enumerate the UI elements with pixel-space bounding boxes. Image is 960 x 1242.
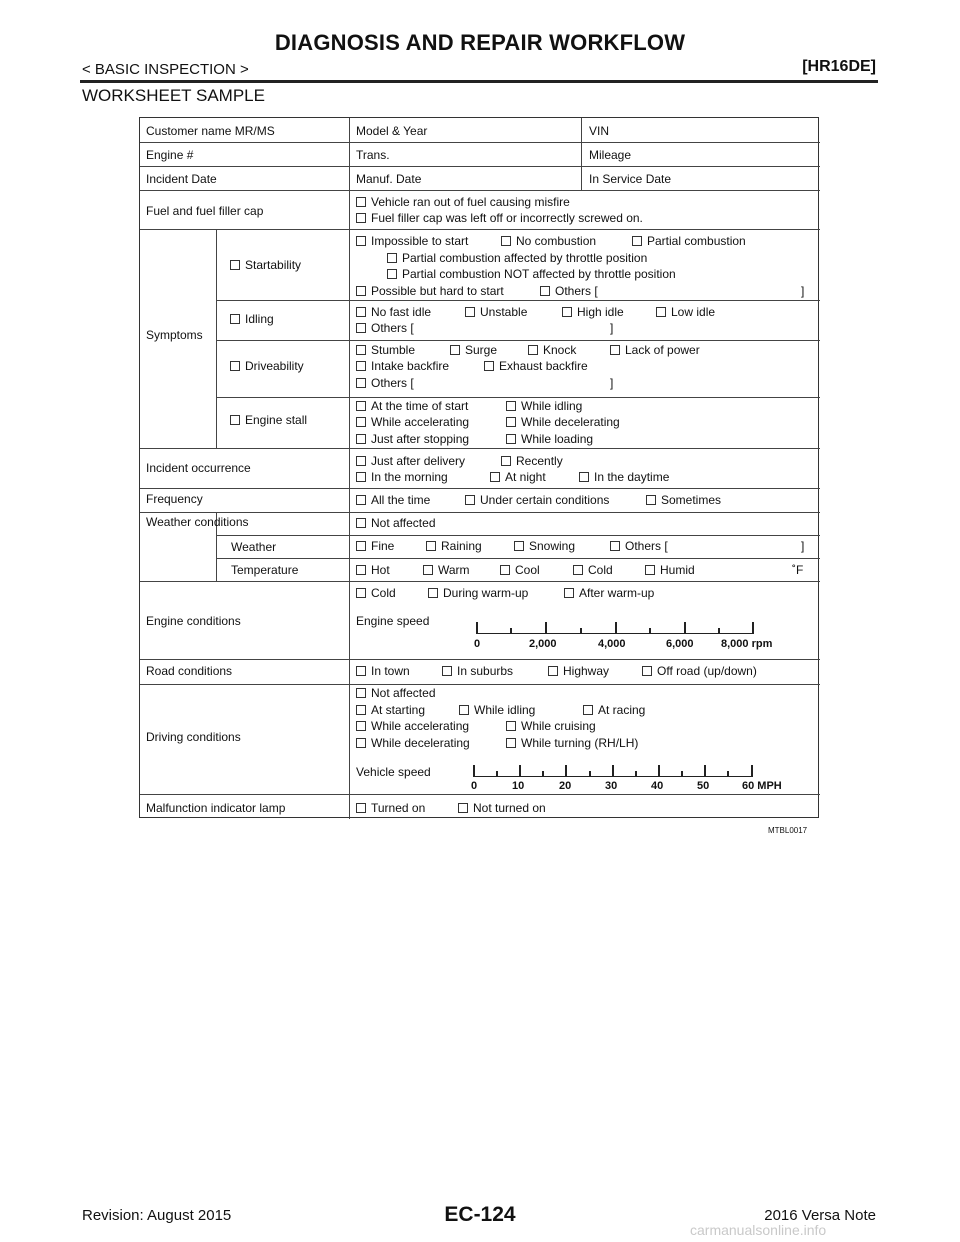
engine-model-code: [HR16DE] <box>802 58 876 75</box>
row-divider <box>140 581 820 582</box>
symptom-option[interactable]: Exhaust backfire <box>484 359 588 373</box>
symptom-option[interactable]: Low idle <box>656 305 715 319</box>
engine-stall-option[interactable]: Engine stall <box>230 413 307 427</box>
weather-option[interactable]: Others [ <box>610 539 668 553</box>
driveability-option[interactable]: Driveability <box>230 359 304 373</box>
driving-condition-option[interactable]: While decelerating <box>356 736 470 750</box>
checkbox[interactable] <box>490 472 500 482</box>
checkbox[interactable] <box>356 323 366 333</box>
checkbox[interactable] <box>459 705 469 715</box>
transmission-label: Trans. <box>356 148 390 162</box>
row-divider <box>140 166 820 167</box>
checkbox[interactable] <box>646 495 656 505</box>
scale-tick <box>496 771 498 777</box>
scale-tick <box>476 622 478 634</box>
driving-condition-option[interactable]: While idling <box>459 703 535 717</box>
row-divider <box>140 229 820 230</box>
symptom-option[interactable]: High idle <box>562 305 624 319</box>
temperature-option[interactable]: Warm <box>423 563 470 577</box>
checkbox[interactable] <box>506 738 516 748</box>
mil-label: Malfunction indicator lamp <box>146 801 286 815</box>
vehicle-speed-scale <box>473 763 753 777</box>
scale-tick <box>519 765 521 777</box>
frequency-label: Frequency <box>146 492 203 506</box>
road-conditions-label: Road conditions <box>146 664 233 678</box>
scale-tick <box>589 771 591 777</box>
bracket-close: ] <box>610 376 614 390</box>
engine-condition-option[interactable]: During warm-up <box>428 586 528 600</box>
checkbox[interactable] <box>356 307 366 317</box>
road-condition-option[interactable]: Off road (up/down) <box>642 664 757 678</box>
mil-option[interactable]: Not turned on <box>458 801 546 815</box>
checkbox[interactable] <box>356 472 366 482</box>
frequency-option[interactable]: Sometimes <box>646 493 721 507</box>
symptom-option[interactable]: At the time of start <box>356 399 468 413</box>
section-label: < BASIC INSPECTION > <box>82 61 249 78</box>
symptom-option[interactable]: Lack of power <box>610 343 700 357</box>
checkbox[interactable] <box>632 236 642 246</box>
symptom-option[interactable]: While decelerating <box>506 415 620 429</box>
engine-speed-tick-label: 6,000 <box>666 638 694 650</box>
scale-tick <box>542 771 544 777</box>
occurrence-option[interactable]: Just after delivery <box>356 454 465 468</box>
vehicle-speed-tick-label: 30 <box>605 780 618 792</box>
checkbox[interactable] <box>573 565 583 575</box>
header-divider <box>80 80 878 83</box>
scale-tick <box>612 765 614 777</box>
row-divider <box>140 488 820 489</box>
checkbox[interactable] <box>506 401 516 411</box>
row-divider <box>140 659 820 660</box>
checkbox[interactable] <box>548 666 558 676</box>
checkbox[interactable] <box>356 738 366 748</box>
checkbox[interactable] <box>356 588 366 598</box>
checkbox[interactable] <box>356 565 366 575</box>
checkbox[interactable] <box>506 721 516 731</box>
checkbox[interactable] <box>426 541 436 551</box>
row-divider <box>216 535 820 536</box>
row-divider <box>216 558 820 559</box>
column-divider <box>349 794 350 819</box>
engine-speed-tick-label: 0 <box>474 638 481 650</box>
driving-conditions-label: Driving conditions <box>146 730 241 744</box>
row-divider <box>140 684 820 685</box>
in-service-date-label: In Service Date <box>589 172 672 186</box>
checkbox[interactable] <box>356 705 366 715</box>
row-divider <box>216 340 820 341</box>
occurrence-option[interactable]: At night <box>490 470 546 484</box>
checkbox[interactable] <box>356 688 366 698</box>
scale-tick <box>565 765 567 777</box>
engine-condition-option[interactable]: After warm-up <box>564 586 654 600</box>
vehicle-speed-tick-label: 40 <box>651 780 664 792</box>
row-divider <box>140 448 820 449</box>
scale-tick <box>649 628 651 634</box>
mil-option[interactable]: Turned on <box>356 801 425 815</box>
checkbox[interactable] <box>356 495 366 505</box>
weather-label: Weather <box>231 540 277 554</box>
checkbox[interactable] <box>450 345 460 355</box>
symptom-option[interactable]: Knock <box>528 343 576 357</box>
fuel-row-label: Fuel and fuel filler cap <box>146 204 264 218</box>
road-condition-option[interactable]: In suburbs <box>442 664 513 678</box>
column-divider <box>349 118 350 190</box>
customer-name-label: Customer name MR/MS <box>146 124 275 138</box>
symptom-option[interactable]: Partial combustion <box>632 234 746 248</box>
checkbox[interactable] <box>562 307 572 317</box>
figure-id: MTBL0017 <box>768 826 808 835</box>
document-title: DIAGNOSIS AND REPAIR WORKFLOW <box>274 30 686 55</box>
checkbox[interactable] <box>356 518 366 528</box>
scale-tick <box>658 765 660 777</box>
temperature-option[interactable]: Hot <box>356 563 390 577</box>
driving-condition-option[interactable]: At starting <box>356 703 425 717</box>
checkbox[interactable] <box>356 434 366 444</box>
weather-option[interactable]: Snowing <box>514 539 575 553</box>
symptoms-label: Symptoms <box>146 328 203 342</box>
checkbox[interactable] <box>465 307 475 317</box>
checkbox[interactable] <box>423 565 433 575</box>
weather-option[interactable]: Not affected <box>356 516 436 530</box>
scale-tick <box>752 622 754 634</box>
checkbox[interactable] <box>514 541 524 551</box>
vehicle-speed-label: Vehicle speed <box>356 765 431 779</box>
scale-tick <box>635 771 637 777</box>
frequency-option[interactable]: All the time <box>356 493 430 507</box>
temperature-option[interactable]: Humid <box>645 563 695 577</box>
vehicle-speed-tick-label: 0 <box>471 780 478 792</box>
engine-speed-label: Engine speed <box>356 614 430 628</box>
checkbox[interactable] <box>428 588 438 598</box>
engine-speed-scale <box>476 620 754 634</box>
engine-conditions-label: Engine conditions <box>146 614 241 628</box>
checkbox[interactable] <box>484 361 494 371</box>
scale-tick <box>580 628 582 634</box>
checkbox[interactable] <box>501 236 511 246</box>
scale-tick <box>704 765 706 777</box>
column-divider <box>216 229 217 448</box>
road-condition-option[interactable]: Highway <box>548 664 609 678</box>
engine-speed-tick-label: 4,000 <box>598 638 626 650</box>
scale-tick <box>545 622 547 634</box>
checkbox[interactable] <box>645 565 655 575</box>
checkbox[interactable] <box>465 495 475 505</box>
page-number: EC-124 <box>444 1203 516 1226</box>
driving-condition-option[interactable]: Not affected <box>356 686 436 700</box>
checkbox[interactable] <box>356 345 366 355</box>
checkbox[interactable] <box>540 286 550 296</box>
checkbox[interactable] <box>356 361 366 371</box>
symptom-option[interactable]: Stumble <box>356 343 415 357</box>
scale-tick <box>615 622 617 634</box>
checkbox[interactable] <box>500 565 510 575</box>
checkbox[interactable] <box>387 269 397 279</box>
row-divider <box>216 397 820 398</box>
incident-occurrence-label: Incident occurrence <box>146 461 251 475</box>
symptom-option[interactable]: Others [ <box>356 376 414 390</box>
symptom-option[interactable]: Possible but hard to start <box>356 284 504 298</box>
frequency-option[interactable]: Under certain conditions <box>465 493 609 507</box>
worksheet-heading: WORKSHEET SAMPLE <box>82 86 265 105</box>
row-divider <box>140 142 820 143</box>
symptom-option[interactable]: Unstable <box>465 305 527 319</box>
model-year-label: Model & Year <box>356 124 428 138</box>
row-divider <box>140 190 820 191</box>
checkbox[interactable] <box>356 803 366 813</box>
checkbox[interactable] <box>610 345 620 355</box>
road-condition-option[interactable]: In town <box>356 664 410 678</box>
symptom-option[interactable]: Others [ <box>540 284 598 298</box>
checkbox[interactable] <box>356 666 366 676</box>
scale-tick <box>681 771 683 777</box>
driving-condition-option[interactable]: While cruising <box>506 719 596 733</box>
row-divider <box>216 300 820 301</box>
occurrence-option[interactable]: Recently <box>501 454 563 468</box>
engine-condition-option[interactable]: Cold <box>356 586 396 600</box>
checkbox[interactable] <box>579 472 589 482</box>
scale-tick <box>473 765 475 777</box>
vehicle-speed-tick-label: 50 <box>697 780 710 792</box>
driving-condition-option[interactable]: While turning (RH/LH) <box>506 736 638 750</box>
checkbox[interactable] <box>356 417 366 427</box>
bracket-close: ] <box>801 284 805 298</box>
temperature-label: Temperature <box>231 563 299 577</box>
fuel-option[interactable]: Vehicle ran out of fuel causing misfire <box>356 195 570 209</box>
weather-option[interactable]: Fine <box>356 539 394 553</box>
row-divider <box>140 512 820 513</box>
symptom-option[interactable]: While loading <box>506 432 593 446</box>
engine-number-label: Engine # <box>146 148 194 162</box>
fuel-option[interactable]: Fuel filler cap was left off or incorrectly screwed on. <box>356 211 643 225</box>
checkbox[interactable] <box>442 666 452 676</box>
symptom-option[interactable]: Others [ <box>356 321 414 335</box>
vehicle-speed-tick-label: 60 MPH <box>742 780 782 792</box>
bracket-close: ] <box>801 539 805 553</box>
checkbox[interactable] <box>458 803 468 813</box>
checkbox[interactable] <box>356 541 366 551</box>
occurrence-option[interactable]: In the morning <box>356 470 448 484</box>
checkbox[interactable] <box>528 345 538 355</box>
checkbox[interactable] <box>356 401 366 411</box>
checkbox[interactable] <box>230 260 240 270</box>
checkbox[interactable] <box>230 361 240 371</box>
symptom-option[interactable]: Impossible to start <box>356 234 468 248</box>
symptom-option[interactable]: Partial combustion NOT affected by throttle position <box>387 267 676 281</box>
symptom-option[interactable]: While accelerating <box>356 415 469 429</box>
checkbox[interactable] <box>501 456 511 466</box>
row-divider <box>140 794 820 795</box>
symptom-option[interactable]: Surge <box>450 343 497 357</box>
revision-date: Revision: August 2015 <box>82 1207 232 1224</box>
manuf-date-label: Manuf. Date <box>356 172 422 186</box>
checkbox[interactable] <box>230 314 240 324</box>
occurrence-option[interactable]: In the daytime <box>579 470 669 484</box>
vehicle-model: 2016 Versa Note <box>764 1207 876 1224</box>
worksheet-table <box>139 117 819 818</box>
checkbox[interactable] <box>610 541 620 551</box>
scale-tick <box>684 622 686 634</box>
idling-option[interactable]: Idling <box>230 312 274 326</box>
mileage-label: Mileage <box>589 148 632 162</box>
vehicle-speed-tick-label: 10 <box>512 780 525 792</box>
driving-condition-option[interactable]: While accelerating <box>356 719 469 733</box>
symptom-option[interactable]: While idling <box>506 399 582 413</box>
engine-speed-tick-label: 2,000 <box>529 638 557 650</box>
checkbox[interactable] <box>356 456 366 466</box>
scale-tick <box>727 771 729 777</box>
symptom-option[interactable]: No fast idle <box>356 305 431 319</box>
engine-speed-tick-label: 8,000 rpm <box>721 638 773 650</box>
checkbox[interactable] <box>506 417 516 427</box>
temperature-option[interactable]: Cold <box>573 563 613 577</box>
checkbox[interactable] <box>564 588 574 598</box>
checkbox[interactable] <box>387 253 397 263</box>
column-divider <box>581 118 582 190</box>
symptom-option[interactable]: Intake backfire <box>356 359 449 373</box>
symptom-option[interactable]: Just after stopping <box>356 432 469 446</box>
symptom-option[interactable]: Partial combustion affected by throttle position <box>387 251 647 265</box>
weather-conditions-label: Weather conditions <box>146 515 249 529</box>
driving-condition-option[interactable]: At racing <box>583 703 645 717</box>
checkbox[interactable] <box>356 236 366 246</box>
checkbox[interactable] <box>356 721 366 731</box>
temperature-option[interactable]: Cool <box>500 563 540 577</box>
watermark: carmanualsonline.info <box>690 1222 827 1238</box>
column-divider <box>349 190 350 794</box>
checkbox[interactable] <box>642 666 652 676</box>
incident-date-label: Incident Date <box>146 172 217 186</box>
startability-option[interactable]: Startability <box>230 258 301 272</box>
checkbox[interactable] <box>356 378 366 388</box>
checkbox[interactable] <box>356 213 366 223</box>
bracket-close: ] <box>610 321 614 335</box>
fahrenheit-unit: ˚F <box>792 563 804 577</box>
checkbox[interactable] <box>230 415 240 425</box>
checkbox[interactable] <box>356 197 366 207</box>
scale-tick <box>718 628 720 634</box>
scale-tick <box>510 628 512 634</box>
weather-option[interactable]: Raining <box>426 539 482 553</box>
vehicle-speed-tick-label: 20 <box>559 780 572 792</box>
checkbox[interactable] <box>356 286 366 296</box>
vin-label: VIN <box>589 124 610 138</box>
symptom-option[interactable]: No combustion <box>501 234 596 248</box>
checkbox[interactable] <box>656 307 666 317</box>
scale-tick <box>751 765 753 777</box>
checkbox[interactable] <box>506 434 516 444</box>
checkbox[interactable] <box>583 705 593 715</box>
